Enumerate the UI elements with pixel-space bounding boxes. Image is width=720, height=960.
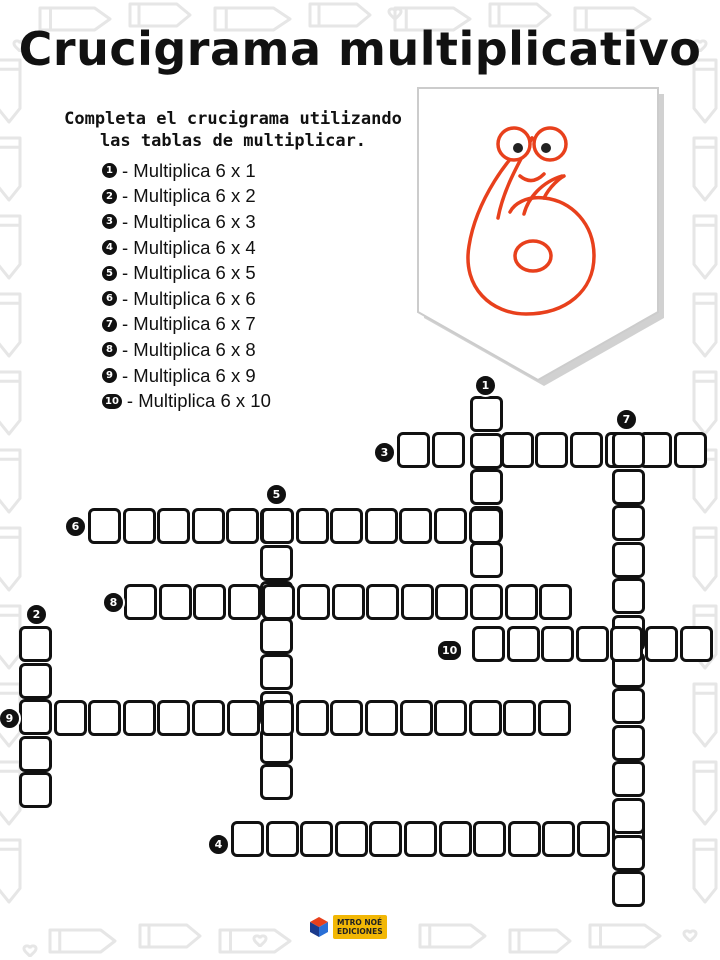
crossword-cell[interactable] (401, 584, 434, 620)
crossword-cell[interactable] (612, 688, 645, 724)
crossword-cell[interactable] (54, 700, 87, 736)
clue-text: - Multiplica 6 x 10 (126, 390, 271, 412)
crossword-cell[interactable] (192, 700, 225, 736)
clue-number: 5 (102, 266, 117, 281)
pencil-border-icon (694, 684, 716, 746)
crossword-cell[interactable] (192, 508, 225, 544)
crossword-cell[interactable] (473, 821, 506, 857)
crossword-cell[interactable] (470, 584, 503, 620)
crossword-cell[interactable] (439, 821, 472, 857)
clue-marker-7: 7 (615, 408, 638, 431)
clue-marker-2: 2 (25, 603, 48, 626)
crossword-cell[interactable] (612, 578, 645, 614)
crossword-cell[interactable] (610, 626, 643, 662)
clue-number: 10 (102, 394, 122, 409)
clue-item (102, 363, 271, 389)
crossword-cell[interactable] (157, 508, 190, 544)
crossword-cell[interactable] (297, 584, 330, 620)
crossword-cell[interactable] (397, 432, 430, 468)
pencil-border-icon (0, 138, 20, 200)
clue-marker-1: 1 (474, 374, 497, 397)
pencil-border-icon (590, 925, 660, 947)
clue-marker-3: 3 (373, 441, 396, 464)
crossword-cell[interactable] (228, 584, 261, 620)
pencil-border-icon (0, 762, 20, 824)
crossword-cell[interactable] (612, 542, 645, 578)
crossword-cell[interactable] (612, 505, 645, 541)
clue-item (102, 184, 271, 210)
crossword-cell[interactable] (570, 432, 603, 468)
crossword-cell[interactable] (680, 626, 713, 662)
clue-marker-9: 9 (0, 707, 21, 730)
pencil-border-icon (0, 450, 20, 512)
pencil-border-icon (0, 294, 20, 356)
clue-item (102, 312, 271, 338)
pencil-border-icon (0, 606, 20, 668)
crossword-cell[interactable] (399, 508, 432, 544)
clue-text: - Multiplica 6 x 7 (122, 313, 256, 335)
crossword-cell[interactable] (261, 508, 294, 544)
crossword-cell[interactable] (577, 821, 610, 857)
pencil-border-icon (0, 216, 20, 278)
crossword-cell[interactable] (332, 584, 365, 620)
clue-number: 8 (102, 342, 117, 357)
crossword-cell[interactable] (505, 584, 538, 620)
crossword-cell[interactable] (612, 432, 645, 468)
instructions: Completa el crucigrama utilizando las tablas de multiplicar. (64, 109, 402, 151)
clue-marker-4: 4 (207, 833, 230, 856)
crossword-cell[interactable] (612, 835, 645, 871)
clue-text: - Multiplica 6 x 5 (122, 262, 256, 284)
pencil-border-icon (50, 930, 115, 952)
pencil-border-icon (694, 840, 716, 902)
pencil-border-icon (420, 925, 485, 947)
clue-item (102, 209, 271, 235)
pencil-border-icon (694, 762, 716, 824)
crossword-cell[interactable] (469, 700, 502, 736)
clue-text: - Multiplica 6 x 2 (122, 185, 256, 207)
crossword-cell[interactable] (365, 700, 398, 736)
crossword-cell[interactable] (501, 432, 534, 468)
pencil-border-icon (510, 930, 570, 952)
crossword-cell[interactable] (434, 700, 467, 736)
crossword-cell[interactable] (159, 584, 192, 620)
clue-number: 2 (102, 189, 117, 204)
number-six-banner (414, 86, 672, 391)
clue-list (102, 158, 271, 414)
crossword-cell[interactable] (123, 508, 156, 544)
crossword-cell[interactable] (472, 626, 505, 662)
clue-item (102, 337, 271, 363)
crossword-cell[interactable] (612, 871, 645, 907)
crossword-cell[interactable] (260, 654, 293, 690)
crossword-cell[interactable] (503, 700, 536, 736)
pencil-border-icon (0, 372, 20, 434)
crossword-cell[interactable] (262, 584, 295, 620)
clue-item (102, 158, 271, 184)
clue-item (102, 260, 271, 286)
crossword-cell[interactable] (19, 772, 52, 808)
crossword-cell[interactable] (434, 508, 467, 544)
crossword-cell[interactable] (88, 700, 121, 736)
crossword-cell[interactable] (226, 508, 259, 544)
crossword-cell[interactable] (470, 542, 503, 578)
crossword-cell[interactable] (576, 626, 609, 662)
clue-number: 3 (102, 214, 117, 229)
clue-text: - Multiplica 6 x 6 (122, 287, 256, 309)
crossword-cell[interactable] (645, 626, 678, 662)
clue-text: - Multiplica 6 x 8 (122, 338, 256, 360)
crossword-cell[interactable] (535, 432, 568, 468)
clue-item (102, 235, 271, 261)
crossword-cell[interactable] (88, 508, 121, 544)
crossword-cell[interactable] (260, 764, 293, 800)
clue-text: - Multiplica 6 x 1 (122, 159, 256, 181)
crossword-cell[interactable] (330, 508, 363, 544)
crossword-cell[interactable] (261, 700, 294, 736)
crossword-cell[interactable] (470, 469, 503, 505)
crossword-cell[interactable] (193, 584, 226, 620)
crossword-cell[interactable] (542, 821, 575, 857)
clue-text: - Multiplica 6 x 3 (122, 210, 256, 232)
clue-number: 6 (102, 291, 117, 306)
crossword-cell[interactable] (469, 508, 502, 544)
crossword-cell[interactable] (612, 798, 645, 834)
crossword-cell[interactable] (539, 584, 572, 620)
clue-text: - Multiplica 6 x 9 (122, 364, 256, 386)
pencil-border-icon (694, 216, 716, 278)
crossword-cell[interactable] (538, 700, 571, 736)
page-title: Crucigrama multiplicativo (18, 22, 702, 76)
crossword-cell[interactable] (470, 433, 503, 469)
crossword-cell[interactable] (508, 821, 541, 857)
crossword-cell[interactable] (296, 700, 329, 736)
crossword-cell[interactable] (157, 700, 190, 736)
clue-item (102, 286, 271, 312)
pencil-border-icon (0, 840, 20, 902)
crossword-cell[interactable] (612, 761, 645, 797)
pencil-border-icon (0, 528, 20, 590)
heart-icon (684, 931, 696, 942)
crossword-cell[interactable] (231, 821, 264, 857)
clue-marker-5: 5 (265, 483, 288, 506)
crossword-cell[interactable] (435, 584, 468, 620)
crossword-cell[interactable] (507, 626, 540, 662)
crossword-cell[interactable] (400, 700, 433, 736)
crossword-cell[interactable] (124, 584, 157, 620)
clue-number: 4 (102, 240, 117, 255)
crossword-cell[interactable] (260, 618, 293, 654)
pencil-border-icon (140, 925, 200, 947)
crossword-cell[interactable] (432, 432, 465, 468)
crossword-cell[interactable] (612, 469, 645, 505)
crossword-cell[interactable] (470, 396, 503, 432)
heart-icon (24, 946, 36, 957)
crossword-cell[interactable] (300, 821, 333, 857)
clue-marker-10: 10 (436, 639, 463, 662)
crossword-cell[interactable] (19, 736, 52, 772)
crossword-cell[interactable] (260, 545, 293, 581)
pencil-border-icon (694, 528, 716, 590)
crossword-cell[interactable] (266, 821, 299, 857)
cube-logo-icon (309, 916, 329, 938)
pencil-border-icon (694, 294, 716, 356)
crossword-cell[interactable] (19, 663, 52, 699)
logo-line-1: MTRO NOÉ (337, 918, 383, 927)
crossword-cell[interactable] (330, 700, 363, 736)
clue-number: 7 (102, 317, 117, 332)
pencil-border-icon (694, 138, 716, 200)
crossword-cell[interactable] (404, 821, 437, 857)
clue-item (102, 388, 271, 414)
clue-number: 9 (102, 368, 117, 383)
crossword-cell[interactable] (227, 700, 260, 736)
clue-marker-6: 6 (64, 515, 87, 538)
crossword-cell[interactable] (365, 508, 398, 544)
crossword-cell[interactable] (366, 584, 399, 620)
pencil-border-icon (694, 372, 716, 434)
crossword-cell[interactable] (612, 725, 645, 761)
clue-text: - Multiplica 6 x 4 (122, 236, 256, 258)
crossword-cell[interactable] (335, 821, 368, 857)
crossword-cell[interactable] (369, 821, 402, 857)
clue-number: 1 (102, 163, 117, 178)
crossword-cell[interactable] (123, 700, 156, 736)
crossword-cell[interactable] (674, 432, 707, 468)
crossword-cell[interactable] (19, 699, 52, 735)
crossword-cell[interactable] (296, 508, 329, 544)
crossword-cell[interactable] (19, 626, 52, 662)
clue-marker-8: 8 (102, 591, 125, 614)
publisher-logo (309, 912, 391, 942)
crossword-cell[interactable] (541, 626, 574, 662)
logo-line-2: EDICIONES (337, 927, 383, 936)
